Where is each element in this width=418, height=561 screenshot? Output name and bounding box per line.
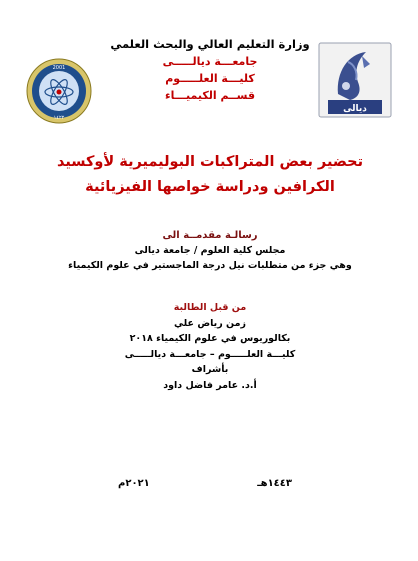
college-logo [26,58,92,124]
submission-statement [60,228,360,273]
supervision-label: بأشراف [191,364,229,375]
thesis-title [40,150,380,200]
ministry-name: وزارة التعليم العالي والبحث العلمي [110,37,310,51]
submission-line3: وهي جزء من متطلبات نيل درجة الماجستير في علوم الكيمياء [68,260,352,271]
thesis-title-line1: تحضير بعض المتراكبات البوليميرية لأوكسيد [56,154,364,170]
submission-line2: مجلس كلية العلوم / جامعة ديالى [134,245,286,256]
author-affiliation: كليـــة العلـــــوم – جامعـــة ديالـــــى [124,348,296,360]
university-logo [318,42,392,118]
logo-year-top: 2001 [52,65,66,71]
department-name: قســم الكيميـــاء [164,89,256,102]
submission-line1: رسالـة مقدمــة الى [162,230,258,241]
logo-year-bottom: ١٤٢٢ [53,115,65,121]
thesis-title-line2: الكرافين ودراسة خواصها الفيزيائية [85,179,335,195]
gregorian-date: ٢٠٢١م [118,478,150,489]
author-by-label: من قبل الطالبة [173,302,247,313]
supervisor-name: أ.د. عامر فاضل داود [163,379,257,391]
hijri-date: ١٤٤٣هـ [257,478,292,489]
institution-header [100,36,320,104]
author-name: زمن رياض علي [174,317,246,329]
university-name: جامعـــة ديالـــــى [162,55,258,68]
author-degree: بكالوريوس في علوم الكيمياء ٢٠١٨ [129,333,291,344]
author-block [60,300,360,393]
logo-caption: ديالى [343,104,367,114]
college-name: كليـــة العلـــــوم [165,72,255,85]
